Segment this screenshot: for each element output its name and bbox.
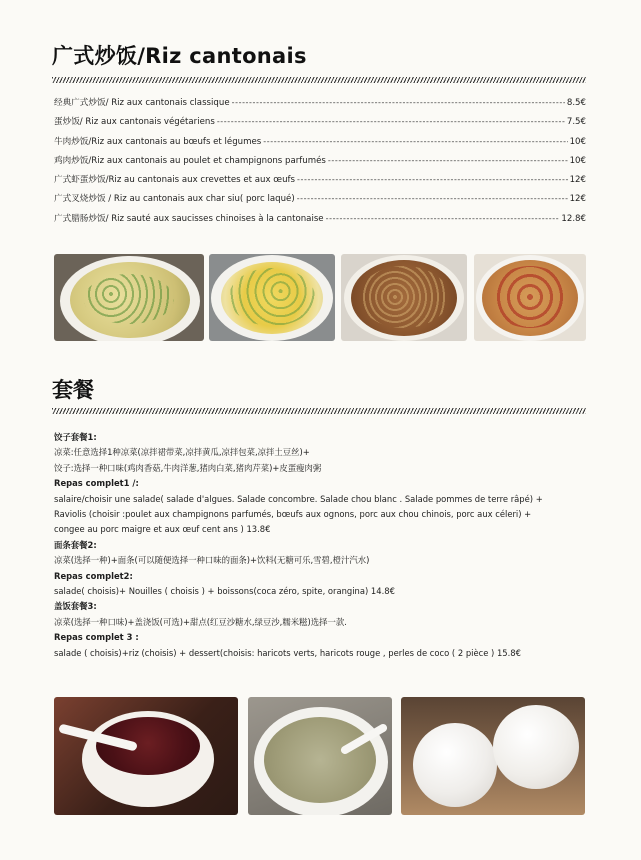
menu-item-row — [54, 135, 586, 154]
section-title-fried-rice: 广式炒饭/Riz cantonais — [52, 44, 307, 68]
set-menu-line: congee au porc maigre et aux œuf cent ans ) 13.8€ — [54, 524, 271, 535]
menu-item-name: 经典广式炒饭/ Riz aux cantonais classique — [54, 98, 230, 108]
leader-dots — [232, 98, 565, 107]
leader-dots — [297, 175, 568, 184]
menu-item-name: 蛋炒饭/ Riz aux cantonais végétariens — [54, 117, 215, 128]
hatched-divider — [52, 77, 586, 83]
photo-egg-fried-rice — [209, 254, 335, 341]
set-menu-line: 凉菜(选择一种口味)+盖浇饭(可选)+甜点(红豆沙糖水,绿豆沙,糯米糍)选择一款. — [54, 616, 347, 627]
leader-dots — [263, 137, 567, 146]
menu-item-name: 鸡肉炒饭/Riz aux cantonais au poulet et champignons parfumés — [54, 155, 326, 166]
leader-dots — [326, 214, 560, 223]
menu-item-name: 广式虾蛋炒饭/Riz au cantonais aux crevettes et aux œufs — [54, 175, 296, 186]
section-title-set-menus: 套餐 — [52, 378, 94, 402]
menu-item-name: 牛肉炒饭/Riz aux cantonais au bœufs et légumes — [54, 136, 262, 147]
menu-item-name: 广式叉烧炒饭 / Riz au cantonais aux char siu( porc laqué) — [54, 194, 295, 205]
menu-item-row — [54, 192, 586, 211]
photo-beef-fried-rice — [341, 254, 467, 341]
photo-sausage-fried-rice — [474, 254, 586, 341]
set-menu-heading: 盖饭套餐3: — [54, 601, 97, 612]
set-menu-line: salaire/choisir une salade( salade d'algues. Salade concombre. Salade chou blanc . Salade pommes de terre râpé) + — [54, 493, 543, 504]
menu-item-row — [54, 154, 586, 173]
menu-item-row — [54, 212, 586, 231]
leader-dots — [328, 156, 568, 165]
set-menu-heading: 面条套餐2: — [54, 539, 97, 550]
set-menu-heading: 饺子套餐1: — [54, 432, 97, 442]
photo-coconut-mochi — [401, 697, 585, 815]
menu-item-row — [54, 96, 586, 115]
photo-red-bean-soup — [54, 697, 238, 815]
set-menu-line: salade ( choisis)+riz (choisis) + dessert(choisis: haricots verts, haricots rouge , perles de coco ( 2 pièce ) 15.8€ — [54, 647, 521, 658]
menu-item-price: 8.5€ — [566, 98, 586, 108]
menu-item-row — [54, 173, 586, 192]
photo-mung-bean-soup — [248, 697, 392, 815]
menu-item-name: 广式腊肠炒饭/ Riz sauté aux saucisses chinoises à la cantonaise — [54, 213, 324, 224]
menu-item-price: 12€ — [569, 194, 586, 205]
set-menu-line: 凉菜:任意选择1种凉菜(凉拌裙带菜,凉拌黄瓜,凉拌包菜,凉拌土豆丝)+ — [54, 447, 310, 458]
set-menu-line: salade( choisis)+ Nouilles ( choisis ) + boissons(coca zéro, spite, orangina) 14.8€ — [54, 586, 395, 597]
menu-item-price: 12.8€ — [561, 213, 586, 224]
menu-item-price: 7.5€ — [566, 117, 586, 128]
set-menu-line: Raviolis (choisir :poulet aux champignons parfumés, bœufs aux ognons, porc aux chou chinois, porc aux céleri) + — [54, 509, 532, 520]
set-menu-heading: Repas complet2: — [54, 570, 133, 581]
menu-item-price: 10€ — [569, 155, 586, 166]
menu-item-price: 12€ — [569, 175, 586, 186]
fried-rice-menu-list — [54, 96, 586, 231]
set-menu-heading: Repas complet1 /: — [54, 478, 139, 489]
menu-item-row — [54, 115, 586, 134]
set-menu-heading: Repas complet 3 : — [54, 632, 139, 643]
photo-classic-fried-rice — [54, 254, 204, 341]
menu-item-price: 10€ — [569, 136, 586, 147]
set-menu-line: 凉菜(选择一种)+面条(可以随便选择一种口味的面条)+饮料(无糖可乐,雪碧,橙汁汽水) — [54, 555, 370, 566]
leader-dots — [217, 117, 565, 126]
hatched-divider — [52, 408, 586, 414]
set-menu-description — [54, 430, 594, 661]
leader-dots — [297, 194, 568, 203]
set-menu-line: 饺子:选择一种口味(鸡肉香菇,牛肉洋葱,猪肉白菜,猪肉芹菜)+皮蛋瘦肉粥 — [54, 462, 322, 473]
